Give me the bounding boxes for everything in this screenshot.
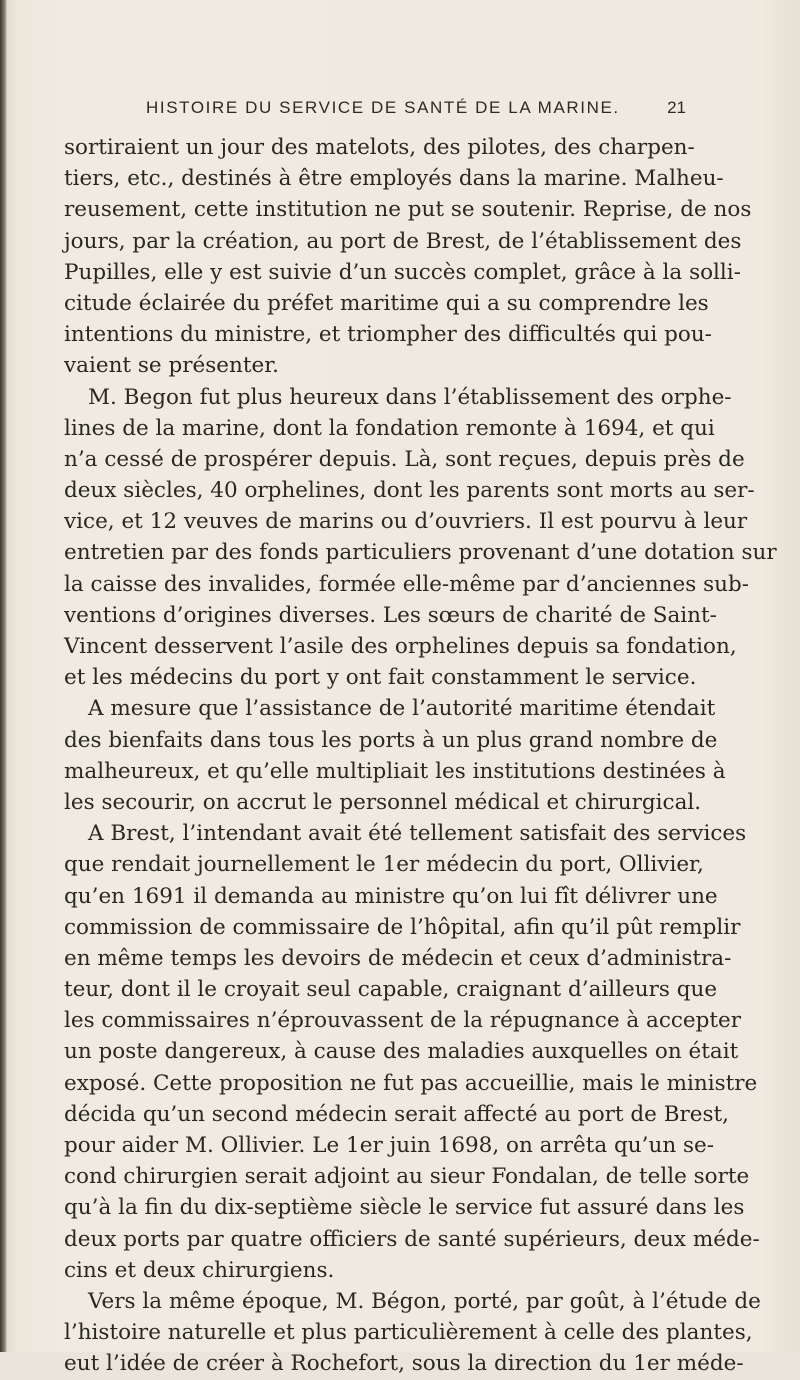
text-line: les commissaires n’éprouvassent de la répugnance à accepter xyxy=(64,1008,742,1034)
text-line: exposé. Cette proposition ne fut pas accueillie, mais le ministre xyxy=(64,1070,758,1096)
text-line: deux siècles, 40 orphelines, dont les parents sont morts au ser- xyxy=(64,478,755,504)
text-line: la caisse des invalides, formée elle-même par d’anciennes sub- xyxy=(64,571,750,597)
running-title: HISTOIRE DU SERVICE DE SANTÉ DE LA MARINE. xyxy=(146,98,620,117)
text-line: entretien par des fonds particuliers provenant d’une dotation sur xyxy=(64,540,777,566)
text-line: les secourir, on accrut le personnel médical et chirurgical. xyxy=(64,789,702,815)
text-line: eut l’idée de créer à Rochefort, sous la direction du 1er méde- xyxy=(64,1351,744,1377)
text-line: citude éclairée du préfet maritime qui a su comprendre les xyxy=(64,290,709,316)
text-line: décida qu’un second médecin serait affecté au port de Brest, xyxy=(64,1101,730,1127)
text-line: qu’à la fin du dix-septième siècle le service fut assuré dans les xyxy=(64,1195,745,1221)
text-line: reusement, cette institution ne put se soutenir. Reprise, de nos xyxy=(64,197,752,223)
text-line: A Brest, l’intendant avait été tellement satisfait des services xyxy=(88,821,747,847)
running-header xyxy=(146,98,686,124)
text-line: Vers la même époque, M. Bégon, porté, par goût, à l’étude de xyxy=(88,1288,761,1314)
text-line: M. Begon fut plus heureux dans l’établissement des orphe- xyxy=(88,384,732,410)
text-line: deux ports par quatre officiers de santé supérieurs, deux méde- xyxy=(64,1226,760,1252)
text-line: en même temps les devoirs de médecin et ceux d’administra- xyxy=(64,945,732,971)
page-number: 21 xyxy=(667,98,686,117)
text-line: et les médecins du port y ont fait constamment le service. xyxy=(64,665,697,691)
text-line: A mesure que l’assistance de l’autorité maritime étendait xyxy=(88,696,716,722)
text-line: Pupilles, elle y est suivie d’un succès complet, grâce à la solli- xyxy=(64,259,741,285)
text-line: teur, dont il le croyait seul capable, craignant d’ailleurs que xyxy=(64,977,718,1003)
text-line: sortiraient un jour des matelots, des pilotes, des charpen- xyxy=(64,135,695,160)
text-line: n’a cessé de prospérer depuis. Là, sont reçues, depuis près de xyxy=(64,446,745,472)
text-line: vaient se présenter. xyxy=(64,353,279,379)
text-line: vice, et 12 veuves de marins ou d’ouvriers. Il est pourvu à leur xyxy=(64,509,748,535)
text-line: commission de commissaire de l’hôpital, afin qu’il pût remplir xyxy=(64,914,741,940)
text-line: ventions d’origines diverses. Les sœurs de charité de Saint- xyxy=(64,602,717,628)
text-line: qu’en 1691 il demanda au ministre qu’on lui fît délivrer une xyxy=(64,883,718,909)
text-line: que rendait journellement le 1er médecin du port, Ollivier, xyxy=(64,852,704,878)
text-line: Vincent desservent l’asile des orphelines depuis sa fondation, xyxy=(64,634,737,659)
text-line: jours, par la création, au port de Brest, de l’établissement des xyxy=(64,228,742,254)
text-line: cins et deux chirurgiens. xyxy=(64,1257,335,1283)
text-line: pour aider M. Ollivier. Le 1er juin 1698, on arrêta qu’un se- xyxy=(64,1133,715,1158)
text-line: tiers, etc., destinés à être employés dans la marine. Malheu- xyxy=(64,166,724,192)
text-line: des bienfaits dans tous les ports à un plus grand nombre de xyxy=(64,727,718,753)
book-spine-edge xyxy=(0,0,7,1352)
text-line: un poste dangereux, à cause des maladies auxquelles on était xyxy=(64,1039,739,1065)
text-line: cond chirurgien serait adjoint au sieur Fondalan, de telle sorte xyxy=(64,1164,750,1190)
text-line: intentions du ministre, et triompher des difficultés qui pou- xyxy=(64,322,712,348)
text-line: lines de la marine, dont la fondation remonte à 1694, et qui xyxy=(64,415,715,441)
text-line: malheureux, et qu’elle multipliait les institutions destinées à xyxy=(64,758,726,784)
body-text xyxy=(64,132,777,1380)
text-line: l’histoire naturelle et plus particulièrement à celle des plantes, xyxy=(64,1320,753,1346)
